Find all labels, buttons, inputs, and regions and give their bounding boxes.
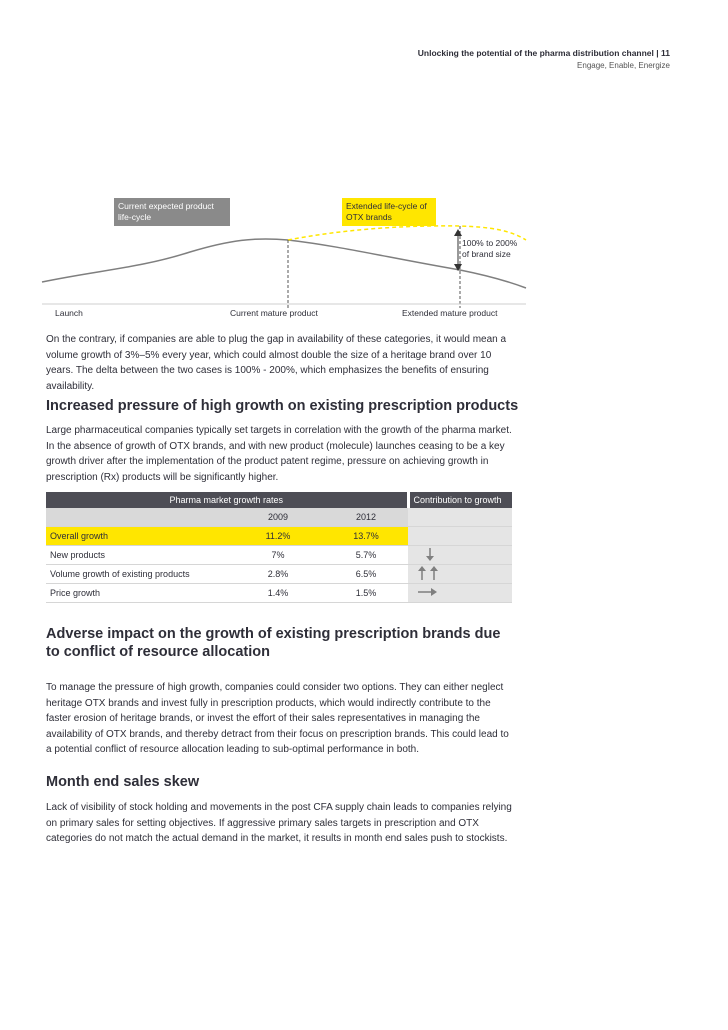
row-value-2009: 1.4%	[232, 584, 324, 603]
heading-increased-pressure: Increased pressure of high growth on existing prescription products	[46, 398, 519, 414]
table-header-contribution: Contribution to growth	[408, 492, 512, 508]
paragraph-month-end: Lack of visibility of stock holding and movements in the post CFA supply chain leads to companies relying on primary sales for setting objectives. If aggressive primary sales targets in prescription and OTX categories do not match the actual demand in the market, it results in month end sales push to stockists.	[46, 802, 512, 844]
current-lifecycle-curve	[42, 239, 526, 288]
arrow-up-double-icon	[412, 565, 472, 581]
year-2012: 2012	[324, 508, 408, 527]
table-row	[46, 527, 512, 546]
arrow-right-icon	[412, 584, 472, 600]
running-header-title: Unlocking the potential of the pharma distribution channel | 11	[417, 48, 670, 58]
growth-rates-table	[46, 492, 512, 603]
x-label-current-mature: Current mature product	[230, 308, 318, 318]
paragraph-resource-allocation: To manage the pressure of high growth, companies could consider two options. They can either neglect heritage OTX brands and invest fully in prescription products, which would indirectly contribute to the faster erosion of heritage brands, or invest the effort of their sales representatives in managing the availability of OTX brands, and thereby detract from their focus on prescription brands. This could lead to a potential conflict of resource allocation leading to sub-optimal performance in both.	[46, 682, 509, 755]
brand-size-label: 100% to 200% of brand size	[462, 238, 518, 259]
row-value-2012: 6.5%	[324, 565, 408, 584]
table-header-growth-rates: Pharma market growth rates	[46, 492, 408, 508]
x-label-launch: Launch	[55, 308, 83, 318]
heading-month-end-skew: Month end sales skew	[46, 774, 200, 790]
label-current-lifecycle: Current expected product life-cycle	[114, 198, 230, 226]
table-row	[46, 565, 512, 584]
year-2009: 2009	[232, 508, 324, 527]
row-label: Volume growth of existing products	[46, 565, 232, 584]
heading-adverse-impact: Adverse impact on the growth of existing prescription brands due to conflict of resource allocation	[46, 626, 501, 660]
row-value-2012: 13.7%	[324, 527, 408, 546]
row-value-2012: 5.7%	[324, 546, 408, 565]
paragraph-availability: On the contrary, if companies are able to plug the gap in availability of these categories, it would mean a volume growth of 3%–5% every year, which could almost double the size of a heritage brand over 10 years. The delta between the two cases is 100% - 200%, which emphasizes the benefits of ensuring availability.	[46, 334, 507, 392]
row-value-2012: 1.5%	[324, 584, 408, 603]
running-header-subtitle: Engage, Enable, Energize	[577, 61, 670, 70]
lifecycle-diagram	[40, 190, 528, 325]
paragraph-targets: Large pharmaceutical companies typically set targets in correlation with the growth of the pharma market. In the absence of growth of OTX brands, and with new product (molecule) launches ceasing to be a key growth driver after the implementation of the product patent regime, pressure on achieving growth in prescription (Rx) products will be significantly higher.	[46, 425, 512, 483]
row-value-2009: 11.2%	[232, 527, 324, 546]
row-label: New products	[46, 546, 232, 565]
table-year-row	[46, 508, 512, 527]
row-label: Price growth	[46, 584, 232, 603]
row-value-2009: 2.8%	[232, 565, 324, 584]
arrow-down-icon	[412, 546, 472, 562]
brand-size-arrow-head-up	[454, 229, 462, 236]
x-label-extended-mature: Extended mature product	[402, 308, 498, 318]
label-extended-lifecycle: Extended life-cycle of OTX brands	[342, 198, 436, 226]
row-value-2009: 7%	[232, 546, 324, 565]
table-row	[46, 584, 512, 603]
table-header-row	[46, 492, 512, 508]
table-row	[46, 546, 512, 565]
row-label: Overall growth	[46, 527, 232, 546]
